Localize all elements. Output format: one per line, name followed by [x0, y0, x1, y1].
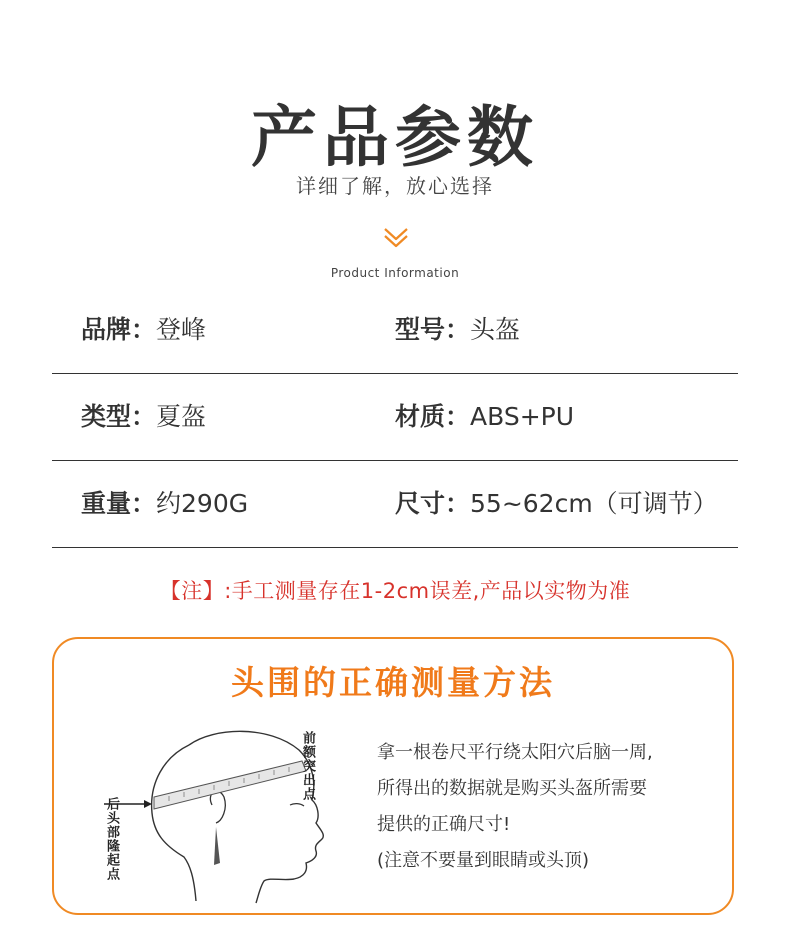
description-line: 所得出的数据就是购买头盔所需要: [377, 778, 647, 799]
spec-weight: [81, 484, 248, 520]
spec-row: [52, 286, 738, 374]
spec-row: [52, 460, 738, 548]
back-point-label: 后头部隆起点: [104, 797, 119, 881]
spec-value: 55~62cm（可调节）: [470, 489, 718, 518]
measure-guide-title: 头围的正确测量方法: [231, 663, 555, 702]
measure-guide-box: [52, 637, 734, 915]
spec-type: [81, 397, 206, 433]
spec-value: 约290G: [156, 489, 249, 518]
spec-label: 型号：: [395, 315, 471, 344]
spec-label: 材质：: [395, 402, 471, 431]
error-note: 【注】:手工测量存在1-2cm误差,产品以实物为准: [159, 579, 631, 603]
spec-value: ABS+PU: [470, 402, 575, 431]
description-line: 拿一根卷尺平行绕太阳穴后脑一周,: [377, 742, 653, 763]
spec-row: [52, 373, 738, 461]
double-chevron-down-icon: [383, 226, 409, 250]
measure-description: [377, 735, 717, 879]
page-title: 产品参数: [251, 99, 539, 176]
description-line: 提供的正确尺寸!: [377, 814, 511, 835]
front-point-label: 前额突出点: [300, 731, 315, 801]
description-line: (注意不要量到眼睛或头顶): [377, 850, 590, 871]
spec-label: 重量：: [81, 489, 157, 518]
spec-brand: [81, 310, 206, 346]
page-subtitle: 详细了解，放心选择: [296, 174, 494, 198]
spec-size: [395, 484, 718, 520]
spec-label: 品牌：: [81, 315, 157, 344]
spec-label: 类型：: [81, 402, 157, 431]
spec-value: 登峰: [156, 315, 207, 344]
spec-material: [395, 397, 574, 433]
spec-value: 头盔: [470, 315, 521, 344]
spec-model: [395, 310, 520, 346]
spec-value: 夏盔: [156, 402, 207, 431]
spec-label: 尺寸：: [395, 489, 471, 518]
info-english-label: Product Information: [330, 266, 460, 280]
